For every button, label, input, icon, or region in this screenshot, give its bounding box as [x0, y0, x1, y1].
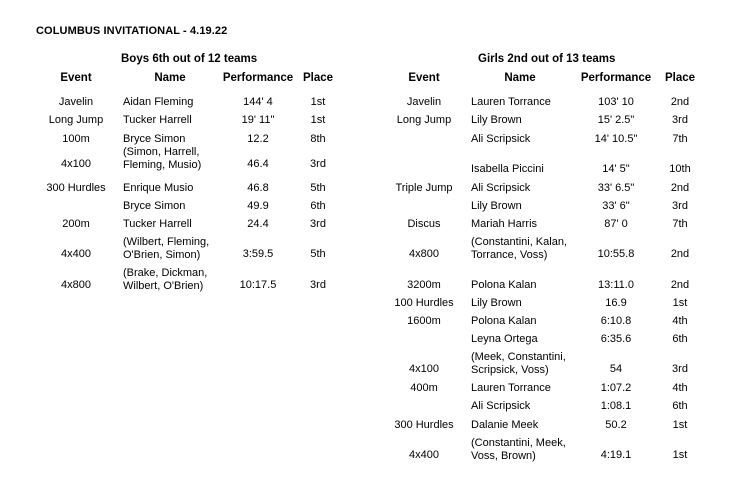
- boys-place-cell: 3rd: [310, 218, 326, 230]
- boys-performance-cell: 12.2: [247, 133, 269, 145]
- girls-place-cell: 2nd: [670, 279, 690, 291]
- boys-name-cell: Tucker Harrell: [123, 218, 192, 230]
- girls-place-cell: 1st: [672, 419, 688, 431]
- girls-event-cell: 4x400: [409, 449, 439, 461]
- boys-heading: Boys 6th out of 12 teams: [121, 53, 258, 65]
- girls-name-cell: Lily Brown: [471, 200, 522, 212]
- boys-performance-cell: 49.9: [247, 200, 269, 212]
- girls-performance-cell: 33' 6": [602, 200, 630, 212]
- girls-place-header: Place: [664, 72, 696, 84]
- girls-name-cell: Scripsick, Voss): [471, 364, 549, 376]
- boys-place-cell: 8th: [310, 133, 326, 145]
- boys-place-cell: 6th: [310, 200, 326, 212]
- boys-name-cell: (Wilbert, Fleming,: [123, 236, 210, 248]
- girls-place-cell: 3rd: [672, 114, 688, 126]
- boys-performance-header: Performance: [222, 72, 294, 84]
- girls-performance-header: Performance: [580, 72, 652, 84]
- boys-event-cell: Javelin: [58, 96, 94, 108]
- girls-place-cell: 7th: [672, 218, 688, 230]
- boys-place-cell: 1st: [310, 96, 326, 108]
- girls-name-cell: Voss, Brown): [471, 450, 536, 462]
- boys-name-cell: Wilbert, O'Brien): [123, 280, 204, 292]
- girls-event-header: Event: [408, 72, 440, 84]
- girls-name-cell: Torrance, Voss): [471, 249, 548, 261]
- boys-name-cell: Aidan Fleming: [123, 96, 194, 108]
- girls-name-cell: Ali Scripsick: [471, 182, 531, 194]
- girls-name-cell: Lauren Torrance: [471, 382, 551, 394]
- girls-place-cell: 6th: [672, 400, 688, 412]
- boys-event-cell: 200m: [62, 218, 90, 230]
- boys-name-cell: Tucker Harrell: [123, 114, 192, 126]
- girls-event-cell: 400m: [410, 382, 438, 394]
- boys-event-cell: Long Jump: [48, 114, 104, 126]
- girls-performance-cell: 13:11.0: [598, 279, 634, 291]
- girls-name-cell: (Constantini, Meek,: [471, 437, 566, 449]
- boys-place-header: Place: [302, 72, 334, 84]
- girls-name-cell: Isabella Piccini: [471, 163, 544, 175]
- girls-name-cell: Lily Brown: [471, 114, 522, 126]
- girls-name-cell: Lauren Torrance: [471, 96, 551, 108]
- girls-place-cell: 4th: [672, 315, 688, 327]
- girls-performance-cell: 15' 2.5": [597, 114, 635, 126]
- boys-performance-cell: 19' 11": [241, 114, 275, 126]
- girls-performance-cell: 103' 10: [598, 96, 634, 108]
- girls-event-cell: 1600m: [407, 315, 441, 327]
- girls-place-cell: 1st: [672, 297, 688, 309]
- girls-performance-cell: 6:10.8: [600, 315, 632, 327]
- girls-performance-cell: 50.2: [605, 419, 627, 431]
- boys-performance-cell: 24.4: [247, 218, 269, 230]
- boys-event-header: Event: [60, 72, 92, 84]
- girls-name-cell: Polona Kalan: [471, 279, 537, 291]
- girls-name-cell: Leyna Ortega: [471, 333, 538, 345]
- girls-place-cell: 3rd: [672, 200, 688, 212]
- boys-name-cell: (Simon, Harrell,: [123, 146, 200, 158]
- girls-performance-cell: 87' 0: [604, 218, 628, 230]
- girls-event-cell: Javelin: [406, 96, 442, 108]
- boys-place-cell: 5th: [310, 248, 326, 260]
- girls-performance-cell: 14' 5": [602, 163, 630, 175]
- girls-name-cell: Dalanie Meek: [471, 419, 539, 431]
- girls-performance-cell: 10:55.8: [597, 248, 635, 260]
- boys-event-cell: 4x100: [61, 158, 91, 170]
- girls-name-cell: (Meek, Constantini,: [471, 351, 566, 363]
- page-title: COLUMBUS INVITATIONAL - 4.19.22: [36, 25, 228, 37]
- girls-place-cell: 10th: [669, 163, 691, 175]
- boys-name-cell: (Brake, Dickman,: [123, 267, 208, 279]
- boys-performance-cell: 46.8: [247, 182, 269, 194]
- boys-place-cell: 3rd: [310, 158, 326, 170]
- girls-place-cell: 7th: [672, 133, 688, 145]
- girls-event-cell: 100 Hurdles: [394, 297, 454, 309]
- girls-place-cell: 2nd: [670, 248, 690, 260]
- girls-performance-cell: 54: [609, 363, 623, 375]
- boys-name-header: Name: [154, 72, 186, 84]
- girls-place-cell: 3rd: [672, 363, 688, 375]
- boys-performance-cell: 46.4: [247, 158, 269, 170]
- girls-place-cell: 2nd: [670, 96, 690, 108]
- girls-name-cell: (Constantini, Kalan,: [471, 236, 567, 248]
- boys-name-cell: Bryce Simon: [123, 200, 186, 212]
- boys-event-cell: 300 Hurdles: [46, 182, 106, 194]
- girls-place-cell: 1st: [672, 449, 688, 461]
- girls-name-cell: Ali Scripsick: [471, 400, 531, 412]
- boys-place-cell: 5th: [310, 182, 326, 194]
- girls-performance-cell: 16.9: [605, 297, 627, 309]
- boys-place-cell: 1st: [310, 114, 326, 126]
- girls-name-cell: Polona Kalan: [471, 315, 537, 327]
- girls-performance-cell: 1:08.1: [600, 400, 632, 412]
- girls-event-cell: 4x100: [409, 363, 439, 375]
- girls-event-cell: Discus: [407, 218, 441, 230]
- girls-performance-cell: 4:19.1: [600, 449, 632, 461]
- girls-place-cell: 2nd: [670, 182, 690, 194]
- girls-event-cell: Triple Jump: [395, 182, 453, 194]
- boys-name-cell: Enrique Musio: [123, 182, 194, 194]
- boys-performance-cell: 144' 4: [243, 96, 273, 108]
- girls-place-cell: 6th: [672, 333, 688, 345]
- girls-event-cell: 3200m: [407, 279, 441, 291]
- boys-performance-cell: 10:17.5: [239, 279, 277, 291]
- girls-performance-cell: 14' 10.5": [594, 133, 638, 145]
- girls-event-cell: 4x800: [409, 248, 439, 260]
- girls-performance-cell: 1:07.2: [600, 382, 632, 394]
- boys-event-cell: 4x400: [61, 248, 91, 260]
- boys-name-cell: Bryce Simon: [123, 133, 186, 145]
- boys-event-cell: 100m: [62, 133, 90, 145]
- boys-place-cell: 3rd: [310, 279, 326, 291]
- girls-event-cell: 300 Hurdles: [394, 419, 454, 431]
- girls-heading: Girls 2nd out of 13 teams: [478, 53, 616, 65]
- girls-name-header: Name: [504, 72, 536, 84]
- boys-performance-cell: 3:59.5: [242, 248, 274, 260]
- boys-name-cell: O'Brien, Simon): [123, 249, 201, 261]
- girls-event-cell: Long Jump: [396, 114, 452, 126]
- girls-performance-cell: 33' 6.5": [597, 182, 635, 194]
- boys-name-cell: Fleming, Musio): [123, 159, 202, 171]
- girls-place-cell: 4th: [672, 382, 688, 394]
- girls-performance-cell: 6:35.6: [600, 333, 632, 345]
- girls-name-cell: Lily Brown: [471, 297, 522, 309]
- girls-name-cell: Mariah Harris: [471, 218, 538, 230]
- girls-name-cell: Ali Scripsick: [471, 133, 531, 145]
- boys-event-cell: 4x800: [61, 279, 91, 291]
